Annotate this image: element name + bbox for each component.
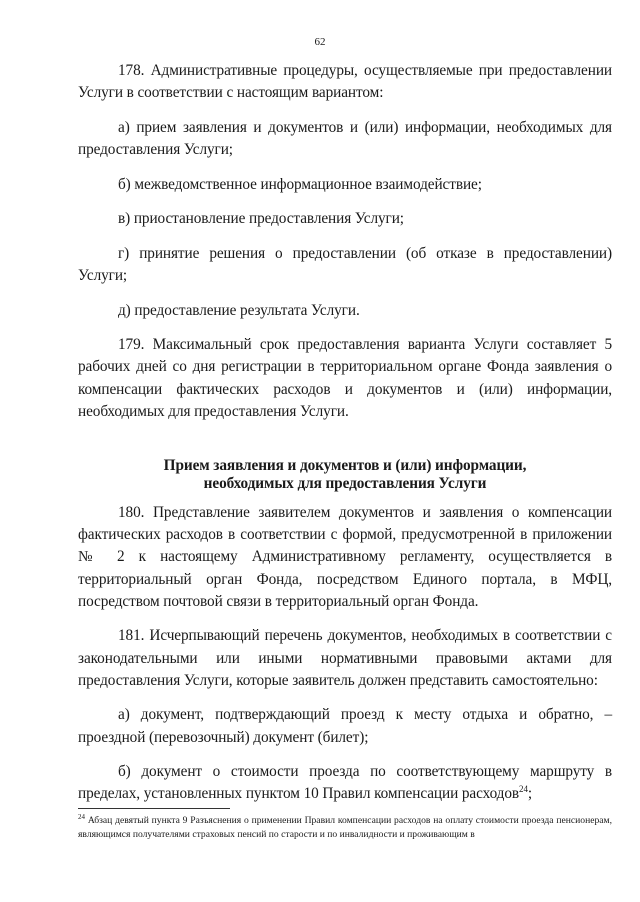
- page-number: 62: [314, 36, 326, 48]
- footnote: [78, 814, 612, 841]
- footnote-text: Абзац девятый пункта 9 Разъяснения о применении Правил компенсации расходов на оплату стоимости проезда пенсионерам, являющимся получателями страховых пенсий по старости и по инвалидности и проживающим в: [78, 815, 612, 840]
- list-item-d: д) предоставление результата Услуги.: [118, 301, 360, 319]
- list-item-g: г) принятие решения о предоставлении (об отказе в предоставлении) Услуги;: [78, 244, 612, 284]
- footnote-separator: [78, 808, 230, 809]
- document-body: [78, 60, 612, 818]
- paragraph-181: 181. Исчерпывающий перечень документов, необходимых в соответствии с законодательными или иными нормативными правовыми актами для предоставления Услуги, которые заявитель должен представить самостоятельно:: [78, 627, 612, 689]
- list-item-181-b-end: ;: [527, 785, 533, 803]
- list-item-a: а) прием заявления и документов и (или) информации, необходимых для предоставления Услуги;: [78, 118, 612, 158]
- paragraph-179: 179. Максимальный срок предоставления варианта Услуги составляет 5 рабочих дней со дня регистрации в территориальном органе Фонда заявления о компенсации фактических расходов и документов и (или) информации, необходимых для предоставления Услуги.: [78, 336, 612, 420]
- paragraph-180: 180. Представление заявителем документов и заявления о компенсации фактических расходов в соответствии с формой, предусмотренной в приложении № 2 к настоящему Административному регламенту, осуществляется в территориальный орган Фонда, посредством Единого портала, в МФЦ, посредством почтовой связи в территориальный орган Фонда.: [78, 503, 612, 610]
- list-item-181-a: а) документ, подтверждающий проезд к месту отдыха и обратно, – проездной (перевозочный) документ (билет);: [78, 706, 612, 746]
- list-item-b: б) межведомственное информационное взаимодействие;: [118, 175, 482, 193]
- list-item-181-b: [78, 761, 612, 805]
- footnote-reference[interactable]: 24: [519, 784, 528, 795]
- section-heading-line2: необходимых для предоставления Услуги: [203, 475, 487, 493]
- section-heading-line1: Прием заявления и документов и (или) информации,: [163, 456, 527, 474]
- paragraph-178: 178. Административные процедуры, осуществляемые при предоставлении Услуги в соответствии с настоящим вариантом:: [78, 62, 612, 102]
- list-item-v: в) приостановление предоставления Услуги;: [118, 210, 404, 228]
- footnote-number: 24: [78, 812, 85, 821]
- list-item-181-b-text: б) документ о стоимости проезда по соответствующему маршруту в пределах, установленных пунктом 10 Правил компенсации расходов: [78, 763, 612, 803]
- section-heading: [78, 457, 612, 494]
